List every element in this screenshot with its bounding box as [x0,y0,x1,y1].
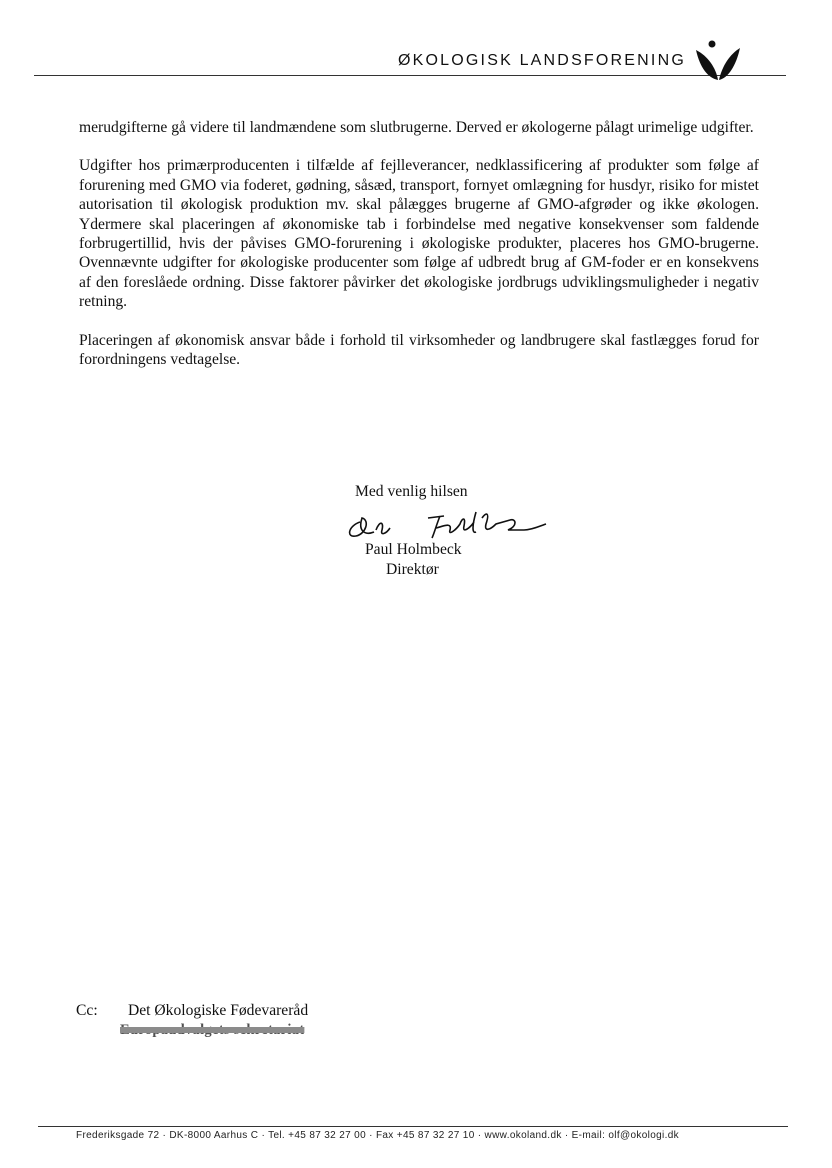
cc-label: Cc: [76,1002,98,1019]
cc-recipient-struck: Europaudvalgets sekretariat [120,1022,305,1038]
header-rule [34,75,786,76]
signer-title: Direktør [386,561,439,578]
signer-name: Paul Holmbeck [365,541,462,558]
paragraph: Placeringen af økonomisk ansvar både i forhold til virksomheder og landbrugere skal fastlægges forud for forordningens vedtagelse. [79,331,759,369]
paragraph: Udgifter hos primærproducenten i tilfælde af fejlleverancer, nedklassificering af produkter som følge af forurening med GMO via foderet, gødning, såsæd, transport, fornyet omlægning for husdyr, risiko for mistet autorisation til økologisk produktion mv. skal pålægges brugerne af GMO-afgrøder og ikke økologen. Ydermere skal placeringen af økonomiske tab i forbindelse med negative konsekvenser som faldende forbrugertillid, hvis der påvises GMO-forurening i økologiske produkter, placeres hos GMO-brugerne. Ovennævnte udgifter for økologiske producenter som følge af udbredt brug af GM-foder er en konsekvens af den foreslåede ordning. Disse faktorer påvirker det økologiske jordbrugs udviklingsmuligheder i negativ retning. [79,157,759,311]
footer-rule [38,1126,788,1127]
footer-contact: Frederiksgade 72 · DK-8000 Aarhus C · Tel. +45 87 32 27 00 · Fax +45 87 32 27 10 · www.okoland.dk · E-mail: olf@okologi.dk [76,1130,679,1141]
letter-body [79,118,759,388]
organization-name: ØKOLOGISK LANDSFORENING [398,52,692,70]
cc-recipient: Det Økologiske Fødevareråd [128,1002,309,1019]
salutation: Med venlig hilsen [355,483,468,500]
leaf-logo-icon [690,38,746,86]
paragraph: merudgifterne gå videre til landmændene som slutbrugerne. Derved er økologerne pålagt urimelige udgifter. [79,119,754,136]
